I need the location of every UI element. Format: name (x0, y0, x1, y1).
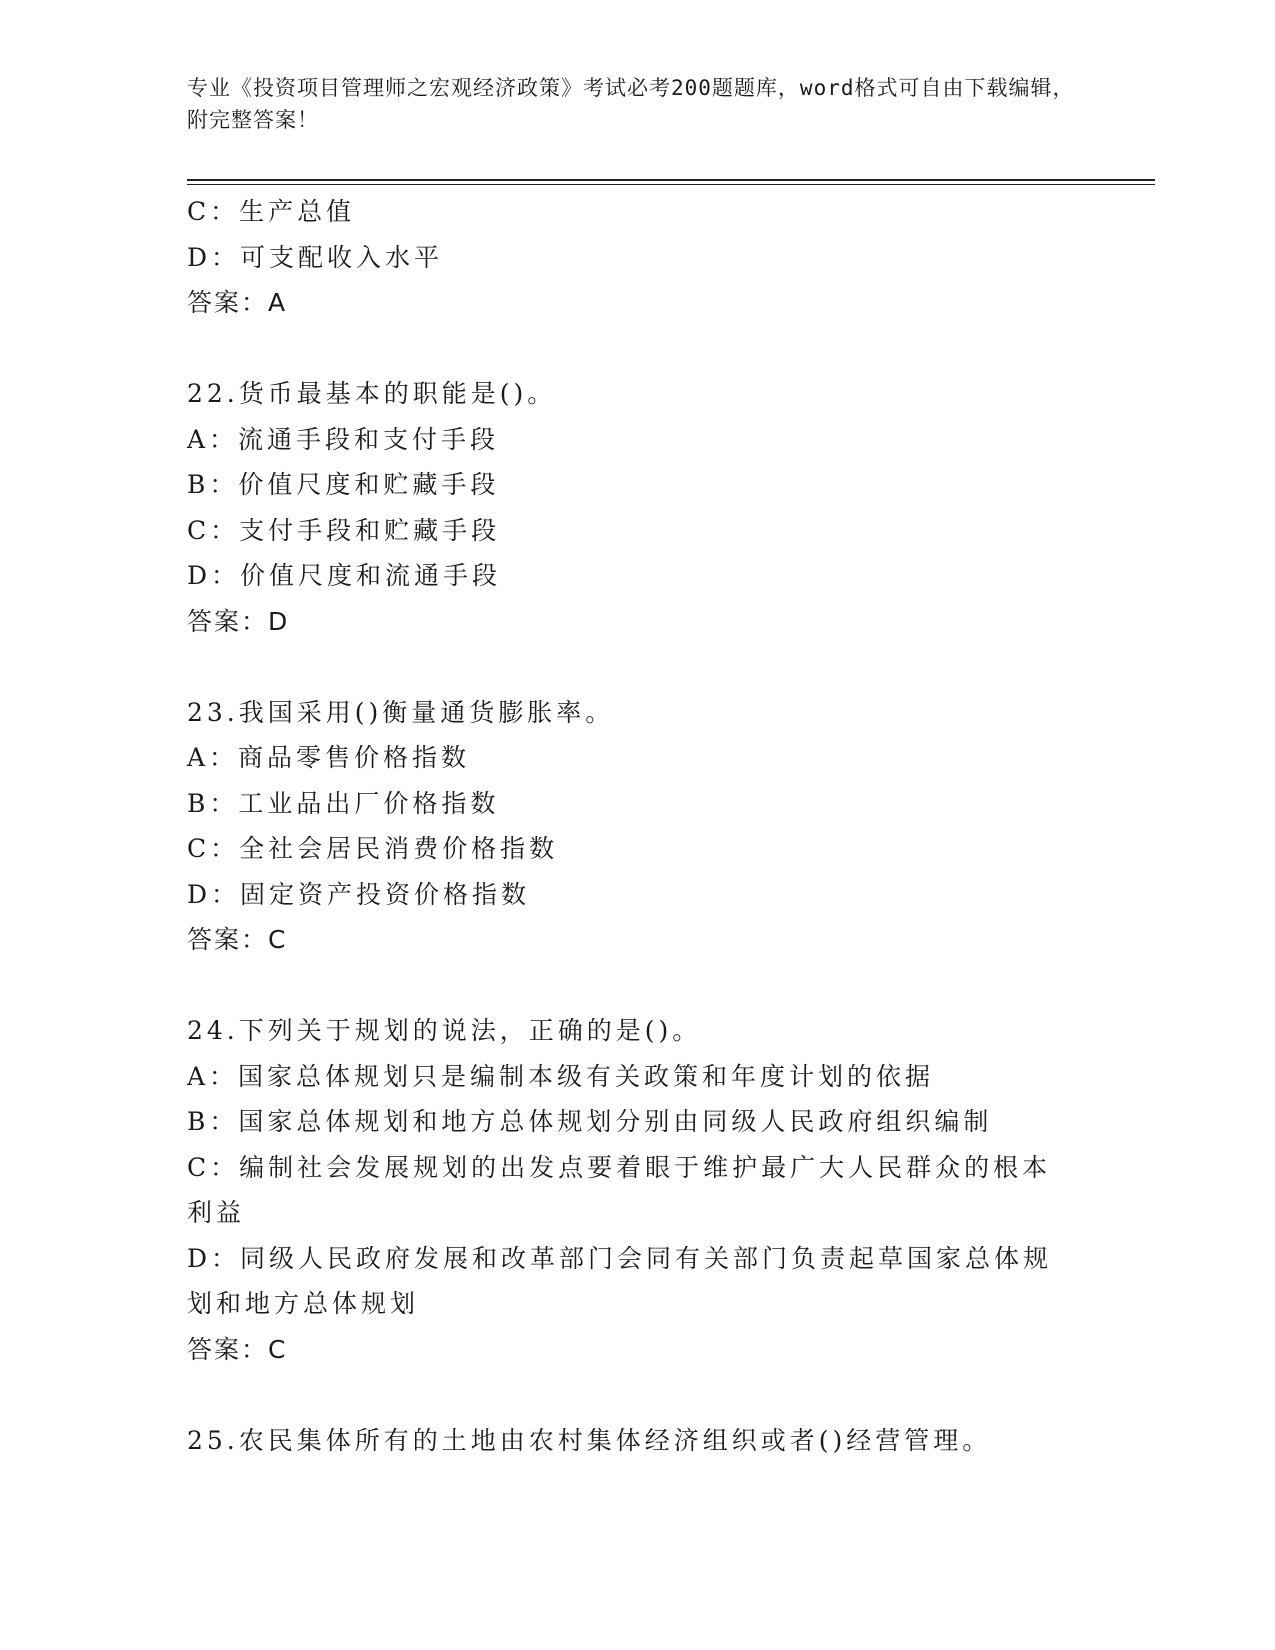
spacer (187, 326, 1087, 371)
option-a: A：国家总体规划只是编制本级有关政策和年度计划的依据 (187, 1061, 935, 1091)
question-stem: 23.我国采用()衡量通货膨胀率。 (187, 697, 615, 727)
option-a: A：商品零售价格指数 (187, 743, 471, 772)
question-stem: 24.下列关于规划的说法，正确的是()。 (187, 1016, 702, 1045)
option-a: A：流通手段和支付手段 (187, 424, 500, 454)
option-c: C：编制社会发展规划的出发点要着眼于维护最广大人民群众的根本利益 (187, 1152, 1052, 1227)
option-b: B：工业品出厂价格指数 (187, 788, 500, 818)
answer-line: 答案：A (187, 288, 288, 317)
spacer (187, 1373, 1087, 1418)
option-c: C：生产总值 (187, 197, 356, 226)
header-divider-thin (187, 184, 1155, 185)
option-b: B：国家总体规划和地方总体规划分别由同级人民政府组织编制 (187, 1107, 993, 1136)
header-divider-thick (187, 179, 1155, 181)
answer-line: 答案：C (187, 1334, 288, 1364)
option-d: D：可支配收入水平 (187, 242, 444, 272)
option-c: C：全社会居民消费价格指数 (187, 834, 559, 863)
answer-line: 答案：D (187, 606, 290, 636)
question-stem: 22.货币最基本的职能是()。 (187, 379, 557, 408)
spacer (187, 963, 1087, 1008)
option-d: D：固定资产投资价格指数 (187, 879, 531, 909)
option-d: D：同级人民政府发展和改革部门会同有关部门负责起草国家总体规划和地方总体规划 (187, 1243, 1053, 1318)
option-c: C：支付手段和贮藏手段 (187, 515, 501, 545)
option-d: D：价值尺度和流通手段 (187, 561, 502, 590)
question-stem: 25.农民集体所有的土地由农村集体经济组织或者()经营管理。 (187, 1425, 992, 1455)
spacer (187, 645, 1087, 690)
question-list (187, 189, 1087, 1463)
document-header: 专业《投资项目管理师之宏观经济政策》考试必考200题题库，word格式可自由下载编辑，附完整答案！ (187, 76, 1075, 132)
option-b: B：价值尺度和贮藏手段 (187, 470, 500, 499)
answer-line: 答案：C (187, 925, 288, 954)
